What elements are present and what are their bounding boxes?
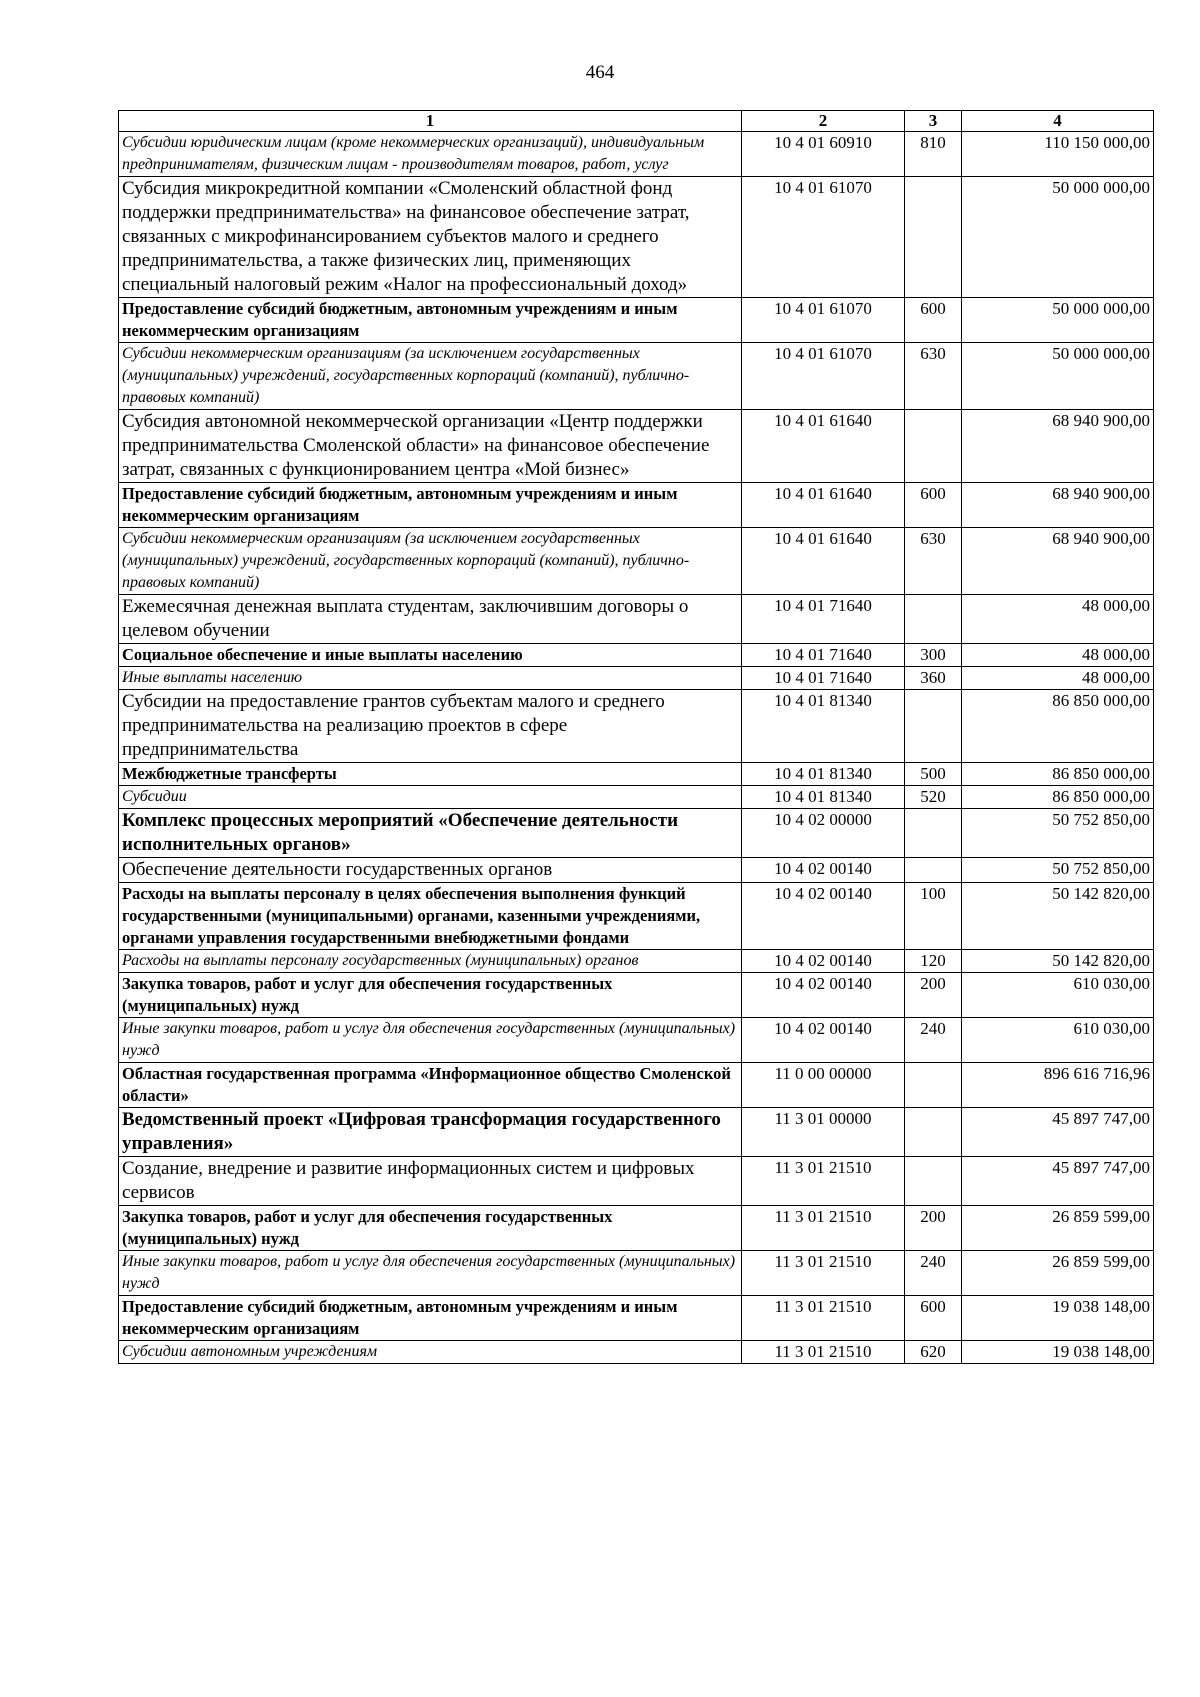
row-type-cell: 600 — [905, 298, 962, 343]
row-amount-cell: 896 616 716,96 — [962, 1063, 1154, 1108]
table-row — [119, 1063, 1154, 1108]
table-row — [119, 528, 1154, 595]
row-name-cell: Расходы на выплаты персоналу в целях обеспечения выполнения функций государственными (муниципальными) органами, казенными учреждениями, органами управления государственными внебюджетными фондами — [119, 883, 742, 950]
row-code-cell: 10 4 01 61640 — [742, 483, 905, 528]
row-name-cell: Субсидия микрокредитной компании «Смоленский областной фонд поддержки предпринимательства» на финансовое обеспечение затрат, связанных с микрофинансированием субъектов малого и среднего предпринимательства, а также физических лиц, применяющих специальный налоговый режим «Налог на профессиональный доход» — [119, 177, 742, 298]
row-name-cell: Иные закупки товаров, работ и услуг для обеспечения государственных (муниципальных) нужд — [119, 1018, 742, 1063]
row-type-cell — [905, 809, 962, 858]
table-row — [119, 858, 1154, 883]
row-code-cell: 10 4 01 61070 — [742, 177, 905, 298]
row-amount-cell: 48 000,00 — [962, 644, 1154, 667]
row-name-cell: Субсидии некоммерческим организациям (за исключением государственных (муниципальных) учреждений, государственных корпораций (компаний), публично-правовых компаний) — [119, 343, 742, 410]
row-type-cell: 240 — [905, 1251, 962, 1296]
table-row — [119, 690, 1154, 763]
row-amount-cell: 48 000,00 — [962, 595, 1154, 644]
row-name-cell: Закупка товаров, работ и услуг для обеспечения государственных (муниципальных) нужд — [119, 1206, 742, 1251]
table-row — [119, 1108, 1154, 1157]
table-row — [119, 1157, 1154, 1206]
row-name-cell: Предоставление субсидий бюджетным, автономным учреждениям и иным некоммерческим организациям — [119, 298, 742, 343]
table-row — [119, 1251, 1154, 1296]
row-amount-cell: 50 000 000,00 — [962, 177, 1154, 298]
row-code-cell: 11 3 01 21510 — [742, 1251, 905, 1296]
row-type-cell — [905, 1108, 962, 1157]
row-amount-cell: 68 940 900,00 — [962, 410, 1154, 483]
row-name-cell: Иные закупки товаров, работ и услуг для обеспечения государственных (муниципальных) нужд — [119, 1251, 742, 1296]
table-row — [119, 786, 1154, 809]
table-row — [119, 644, 1154, 667]
row-type-cell — [905, 690, 962, 763]
row-code-cell: 10 4 01 71640 — [742, 595, 905, 644]
row-type-cell: 630 — [905, 528, 962, 595]
row-code-cell: 10 4 02 00140 — [742, 973, 905, 1018]
row-code-cell: 11 3 01 21510 — [742, 1157, 905, 1206]
table-row — [119, 410, 1154, 483]
row-type-cell — [905, 858, 962, 883]
table-row — [119, 343, 1154, 410]
row-type-cell — [905, 410, 962, 483]
row-code-cell: 10 4 01 60910 — [742, 132, 905, 177]
row-code-cell: 11 0 00 00000 — [742, 1063, 905, 1108]
row-type-cell — [905, 177, 962, 298]
row-amount-cell: 50 752 850,00 — [962, 809, 1154, 858]
row-type-cell: 630 — [905, 343, 962, 410]
row-code-cell: 10 4 01 61070 — [742, 343, 905, 410]
row-type-cell: 120 — [905, 950, 962, 973]
row-amount-cell: 45 897 747,00 — [962, 1108, 1154, 1157]
row-name-cell: Субсидии некоммерческим организациям (за исключением государственных (муниципальных) учреждений, государственных корпораций (компаний), публично-правовых компаний) — [119, 528, 742, 595]
row-name-cell: Субсидии — [119, 786, 742, 809]
row-code-cell: 10 4 01 81340 — [742, 763, 905, 786]
row-name-cell: Закупка товаров, работ и услуг для обеспечения государственных (муниципальных) нужд — [119, 973, 742, 1018]
row-amount-cell: 610 030,00 — [962, 973, 1154, 1018]
row-type-cell: 200 — [905, 1206, 962, 1251]
row-amount-cell: 19 038 148,00 — [962, 1296, 1154, 1341]
page-number: 464 — [585, 62, 615, 83]
row-code-cell: 10 4 01 81340 — [742, 786, 905, 809]
row-name-cell: Субсидии юридическим лицам (кроме некоммерческих организаций), индивидуальным предпринимателям, физическим лицам - производителям товаров, работ, услуг — [119, 132, 742, 177]
row-amount-cell: 86 850 000,00 — [962, 786, 1154, 809]
row-code-cell: 10 4 01 71640 — [742, 644, 905, 667]
row-name-cell: Ведомственный проект «Цифровая трансформация государственного управления» — [119, 1108, 742, 1157]
row-name-cell: Обеспечение деятельности государственных органов — [119, 858, 742, 883]
row-code-cell: 10 4 02 00140 — [742, 950, 905, 973]
row-type-cell: 100 — [905, 883, 962, 950]
table-row — [119, 883, 1154, 950]
row-amount-cell: 45 897 747,00 — [962, 1157, 1154, 1206]
row-name-cell: Комплекс процессных мероприятий «Обеспечение деятельности исполнительных органов» — [119, 809, 742, 858]
row-name-cell: Предоставление субсидий бюджетным, автономным учреждениям и иным некоммерческим организациям — [119, 483, 742, 528]
row-code-cell: 10 4 01 81340 — [742, 690, 905, 763]
row-type-cell — [905, 1063, 962, 1108]
row-type-cell: 810 — [905, 132, 962, 177]
row-type-cell: 200 — [905, 973, 962, 1018]
column-header-1: 1 — [119, 111, 742, 132]
row-amount-cell: 50 000 000,00 — [962, 298, 1154, 343]
row-type-cell: 600 — [905, 1296, 962, 1341]
row-name-cell: Областная государственная программа «Информационное общество Смоленской области» — [119, 1063, 742, 1108]
row-amount-cell: 50 000 000,00 — [962, 343, 1154, 410]
row-type-cell: 360 — [905, 667, 962, 690]
row-type-cell: 500 — [905, 763, 962, 786]
row-name-cell: Субсидии на предоставление грантов субъектам малого и среднего предпринимательства на реализацию проектов в сфере предпринимательства — [119, 690, 742, 763]
row-name-cell: Предоставление субсидий бюджетным, автономным учреждениям и иным некоммерческим организациям — [119, 1296, 742, 1341]
row-amount-cell: 26 859 599,00 — [962, 1251, 1154, 1296]
row-amount-cell: 26 859 599,00 — [962, 1206, 1154, 1251]
row-amount-cell: 19 038 148,00 — [962, 1341, 1154, 1364]
column-header-4: 4 — [962, 111, 1154, 132]
row-name-cell: Субсидия автономной некоммерческой организации «Центр поддержки предпринимательства Смоленской области» на финансовое обеспечение затрат, связанных с функционированием центра «Мой бизнес» — [119, 410, 742, 483]
row-code-cell: 11 3 01 21510 — [742, 1296, 905, 1341]
row-name-cell: Субсидии автономным учреждениям — [119, 1341, 742, 1364]
row-code-cell: 10 4 02 00140 — [742, 883, 905, 950]
table-row — [119, 177, 1154, 298]
row-amount-cell: 68 940 900,00 — [962, 483, 1154, 528]
row-amount-cell: 50 142 820,00 — [962, 950, 1154, 973]
row-name-cell: Создание, внедрение и развитие информационных систем и цифровых сервисов — [119, 1157, 742, 1206]
table-row — [119, 483, 1154, 528]
row-amount-cell: 86 850 000,00 — [962, 690, 1154, 763]
row-amount-cell: 110 150 000,00 — [962, 132, 1154, 177]
row-code-cell: 10 4 02 00140 — [742, 1018, 905, 1063]
row-code-cell: 10 4 01 61070 — [742, 298, 905, 343]
table-row — [119, 973, 1154, 1018]
table-row — [119, 1341, 1154, 1364]
table-row — [119, 1296, 1154, 1341]
row-code-cell: 10 4 01 71640 — [742, 667, 905, 690]
row-type-cell: 520 — [905, 786, 962, 809]
row-type-cell — [905, 1157, 962, 1206]
table-row — [119, 763, 1154, 786]
column-header-2: 2 — [742, 111, 905, 132]
table-row — [119, 298, 1154, 343]
row-code-cell: 11 3 01 21510 — [742, 1206, 905, 1251]
table-row — [119, 132, 1154, 177]
row-name-cell: Расходы на выплаты персоналу государственных (муниципальных) органов — [119, 950, 742, 973]
row-type-cell: 300 — [905, 644, 962, 667]
row-name-cell: Социальное обеспечение и иные выплаты населению — [119, 644, 742, 667]
row-amount-cell: 86 850 000,00 — [962, 763, 1154, 786]
table-row — [119, 1206, 1154, 1251]
row-code-cell: 10 4 01 61640 — [742, 528, 905, 595]
row-code-cell: 10 4 02 00140 — [742, 858, 905, 883]
row-amount-cell: 50 142 820,00 — [962, 883, 1154, 950]
row-type-cell — [905, 595, 962, 644]
row-amount-cell: 68 940 900,00 — [962, 528, 1154, 595]
table-row — [119, 667, 1154, 690]
row-code-cell: 11 3 01 21510 — [742, 1341, 905, 1364]
row-code-cell: 10 4 01 61640 — [742, 410, 905, 483]
row-type-cell: 240 — [905, 1018, 962, 1063]
table-row — [119, 950, 1154, 973]
row-amount-cell: 610 030,00 — [962, 1018, 1154, 1063]
row-amount-cell: 50 752 850,00 — [962, 858, 1154, 883]
row-amount-cell: 48 000,00 — [962, 667, 1154, 690]
table-row — [119, 1018, 1154, 1063]
table-row — [119, 595, 1154, 644]
header-row — [119, 111, 1154, 132]
row-code-cell: 10 4 02 00000 — [742, 809, 905, 858]
column-header-3: 3 — [905, 111, 962, 132]
row-name-cell: Иные выплаты населению — [119, 667, 742, 690]
budget-table — [118, 110, 1154, 1364]
table-row — [119, 809, 1154, 858]
row-code-cell: 11 3 01 00000 — [742, 1108, 905, 1157]
row-type-cell: 600 — [905, 483, 962, 528]
row-name-cell: Межбюджетные трансферты — [119, 763, 742, 786]
row-name-cell: Ежемесячная денежная выплата студентам, заключившим договоры о целевом обучении — [119, 595, 742, 644]
row-type-cell: 620 — [905, 1341, 962, 1364]
